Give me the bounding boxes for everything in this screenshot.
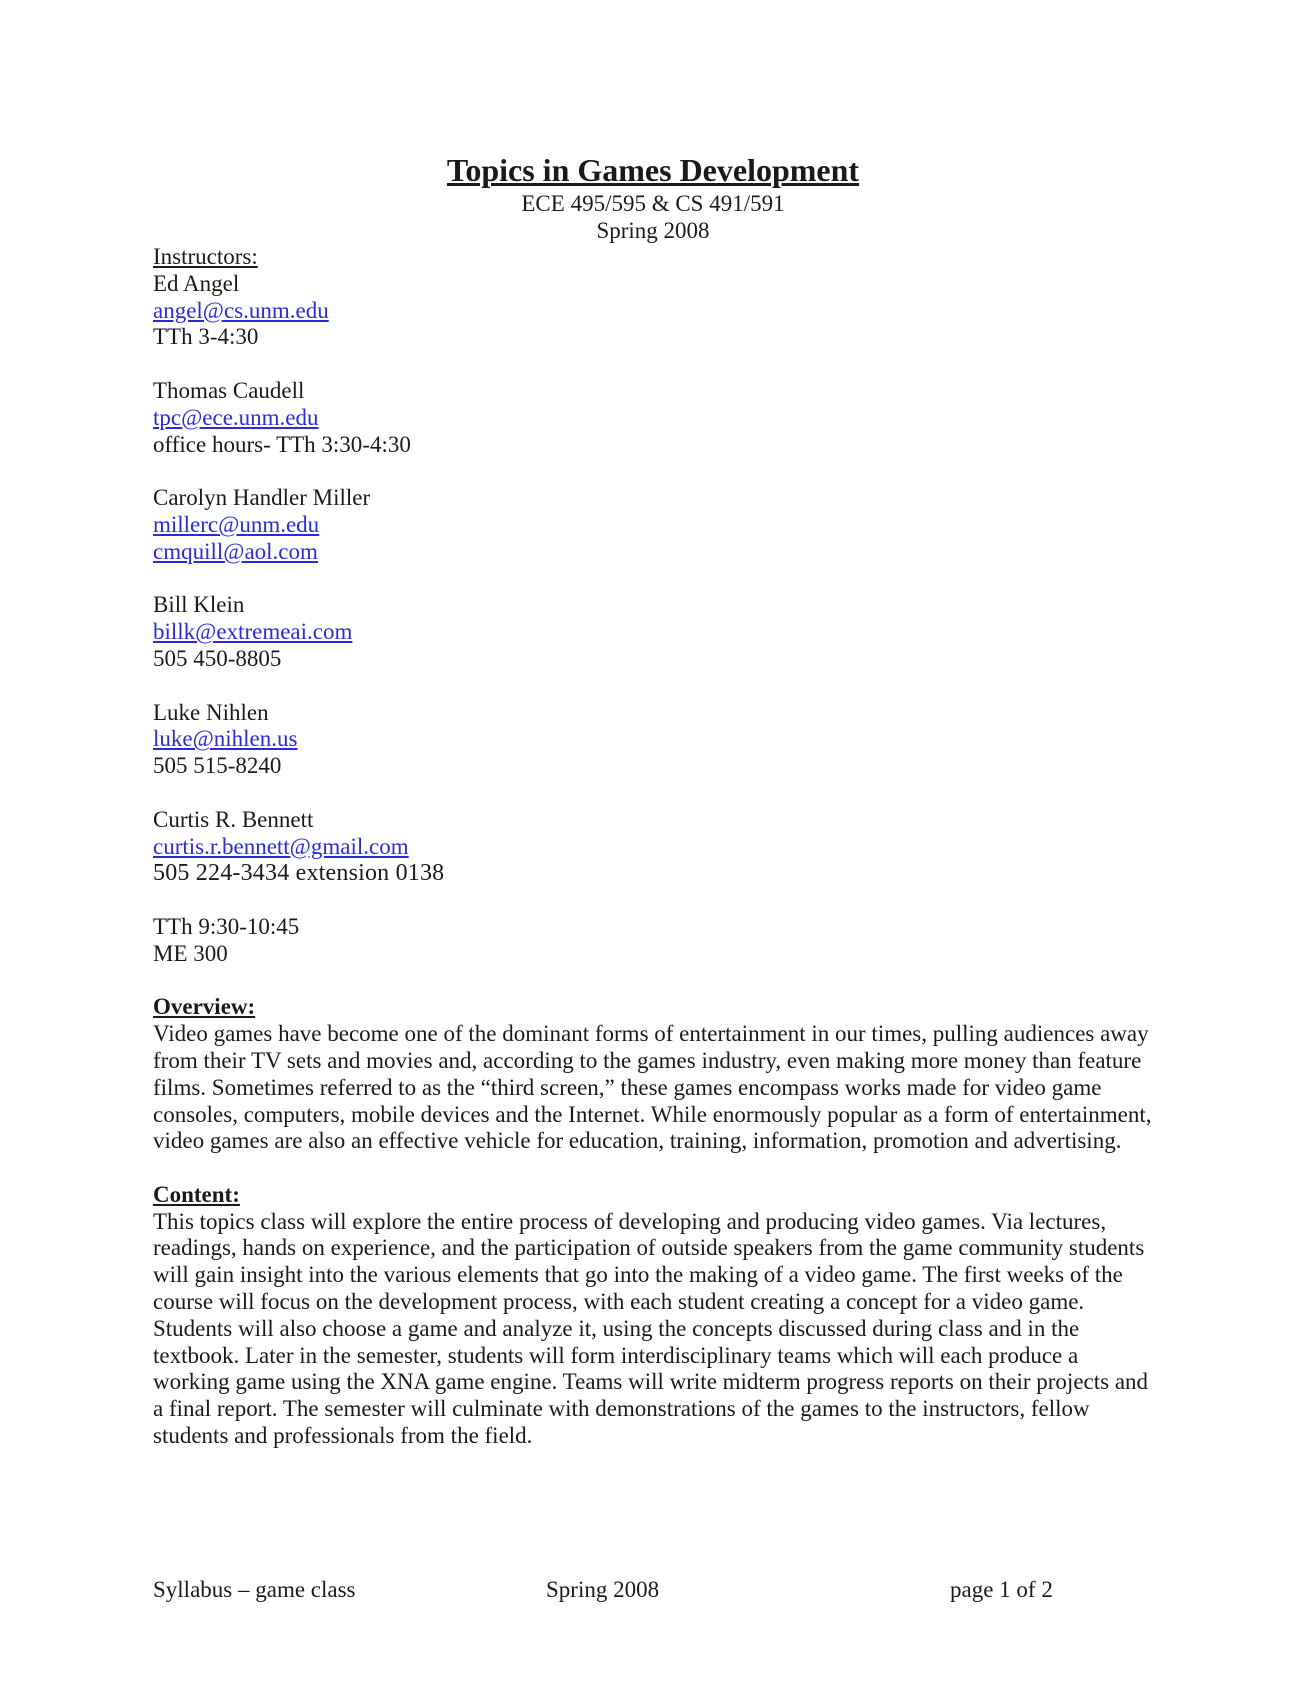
instructor-curtis-r-bennett bbox=[153, 807, 1153, 887]
instructor-carolyn-handler-miller bbox=[153, 485, 1153, 565]
instructor-bill-klein bbox=[153, 592, 1153, 672]
instructor-name: Thomas Caudell bbox=[153, 377, 305, 403]
instructor-detail: office hours- TTh 3:30-4:30 bbox=[153, 431, 411, 457]
instructor-phone: 505 515-8240 bbox=[153, 753, 282, 779]
course-numbers: ECE 495/595 & CS 491/591 bbox=[521, 191, 785, 216]
instructor-name: Bill Klein bbox=[153, 592, 245, 618]
instructor-email-link[interactable]: millerc@unm.edu bbox=[153, 511, 320, 537]
course-term: Spring 2008 bbox=[596, 218, 710, 243]
instructor-name: Curtis R. Bennett bbox=[153, 806, 314, 832]
instructors-label: Instructors: bbox=[153, 244, 258, 269]
instructor-email-link[interactable]: tpc@ece.unm.edu bbox=[153, 404, 319, 430]
instructor-name: Luke Nihlen bbox=[153, 699, 269, 725]
footer-left: Syllabus – game class bbox=[153, 1577, 356, 1602]
class-schedule bbox=[153, 914, 1153, 968]
instructor-phone: 505 450-8805 bbox=[153, 645, 282, 671]
content-heading: Content: bbox=[153, 1181, 240, 1207]
overview-section bbox=[153, 994, 1153, 1155]
instructor-phone: 505 224-3434 extension 0138 bbox=[153, 860, 445, 887]
class-room: ME 300 bbox=[153, 940, 228, 966]
content-text: This topics class will explore the entire process of developing and producing video games. Via lectures, readings, hands on experience, and the participation of outside speakers from the game community students will gain insight into the various elements that go into the making of a video game. The first weeks of the course will focus on the development process, with each student creating a concept for a video game. Students will also choose a game and analyze it, using the concepts discussed during class and in the textbook. Later in the semester, students will form interdisciplinary teams which will each produce a working game using the XNA game engine. Teams will write midterm progress reports on their projects and a final report. The semester will culminate with demonstrations of the games to the instructors, fellow students and professionals from the field. bbox=[153, 1208, 1149, 1449]
instructor-name: Carolyn Handler Miller bbox=[153, 485, 371, 511]
instructor-email-link[interactable]: luke@nihlen.us bbox=[153, 726, 298, 752]
overview-heading: Overview: bbox=[153, 994, 256, 1020]
document-body bbox=[153, 244, 1153, 1477]
instructor-thomas-caudell bbox=[153, 378, 1153, 458]
instructor-ed-angel bbox=[153, 244, 1153, 351]
instructor-email-link-secondary[interactable]: cmquill@aol.com bbox=[153, 538, 318, 564]
content-section bbox=[153, 1182, 1153, 1450]
overview-text: Video games have become one of the dominant forms of entertainment in our times, pulling audiences away from their TV sets and movies and, according to the games industry, even making more money than feature films. Sometimes referred to as the “third screen,” these games encompass works made for video game consoles, computers, mobile devices and the Internet. While enormously popular as a form of entertainment, video games are also an effective vehicle for education, training, information, promotion and advertising. bbox=[153, 1021, 1152, 1154]
document-header bbox=[0, 150, 1306, 244]
instructor-email-link[interactable]: billk@extremeai.com bbox=[153, 619, 353, 645]
instructor-luke-nihlen bbox=[153, 700, 1153, 780]
document-title: Topics in Games Development bbox=[446, 152, 860, 188]
footer-middle: Spring 2008 bbox=[546, 1577, 660, 1602]
instructor-email-link[interactable]: angel@cs.unm.edu bbox=[153, 297, 329, 323]
instructor-name: Ed Angel bbox=[153, 270, 240, 296]
instructor-detail: TTh 3-4:30 bbox=[153, 324, 259, 350]
footer-page-number: page 1 of 2 bbox=[950, 1577, 1053, 1602]
class-time: TTh 9:30-10:45 bbox=[153, 913, 300, 939]
instructor-email-link[interactable]: curtis.r.bennett@gmail.com bbox=[153, 833, 409, 859]
